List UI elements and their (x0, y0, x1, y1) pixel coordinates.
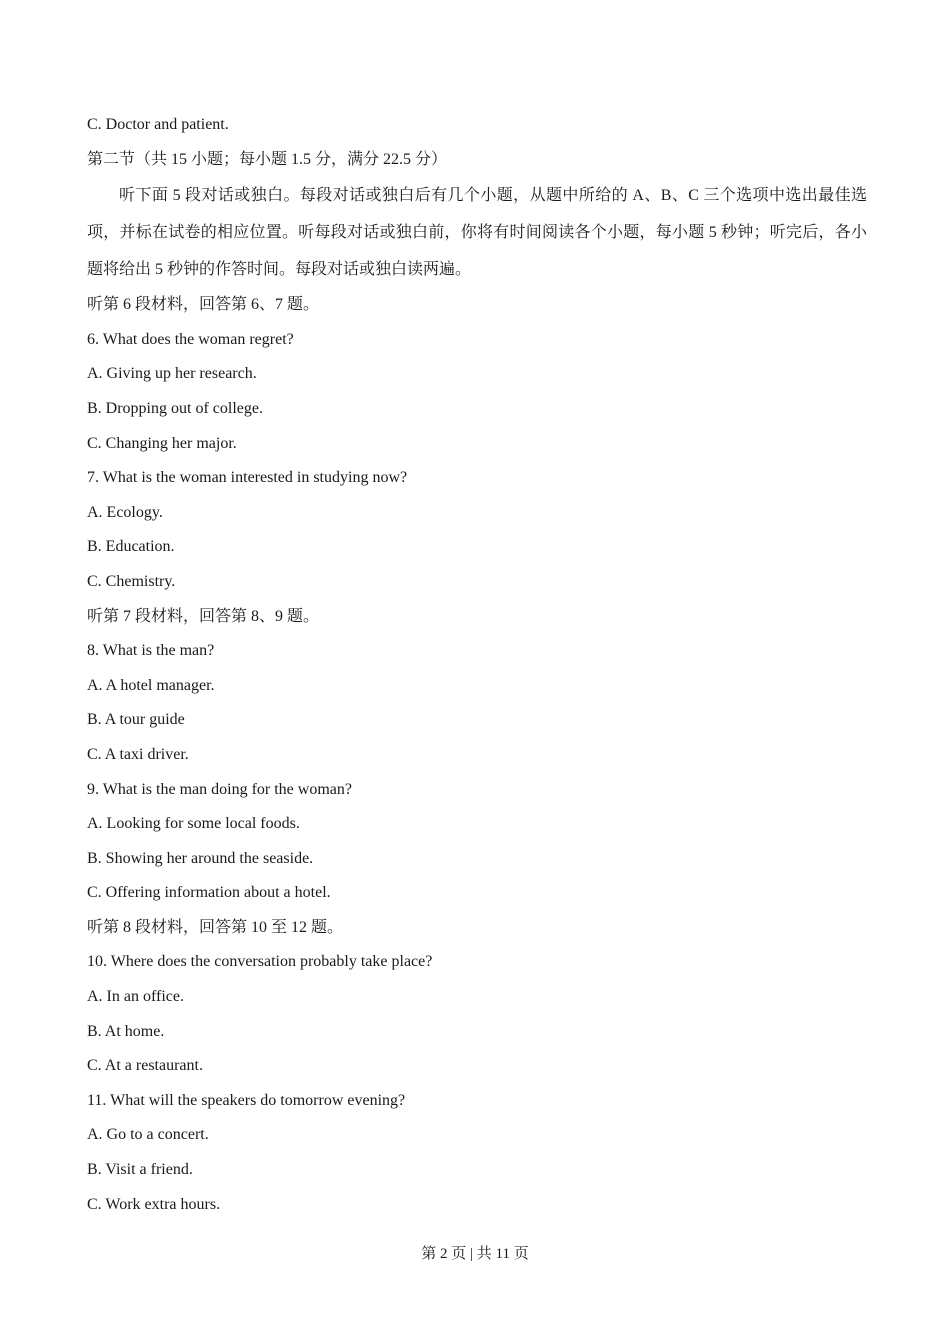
question: 8. What is the man? (87, 642, 215, 660)
question: 9. What is the man doing for the woman? (87, 780, 352, 798)
option: C. Chemistry. (87, 572, 176, 590)
option: C. A taxi driver. (87, 745, 189, 763)
question: 11. What will the speakers do tomorrow evening? (87, 1091, 406, 1109)
option: B. Education. (87, 538, 175, 556)
option: C. Work extra hours. (87, 1195, 221, 1213)
option: B. Visit a friend. (87, 1161, 193, 1179)
question: 6. What does the woman regret? (87, 330, 294, 348)
option: A. Looking for some local foods. (87, 815, 300, 833)
option: A. Go to a concert. (87, 1126, 209, 1144)
option-c-q5: C. Doctor and patient. (87, 116, 229, 133)
option: A. Ecology. (87, 503, 163, 521)
option: C. At a restaurant. (87, 1057, 203, 1075)
option: B. At home. (87, 1022, 165, 1040)
page-footer: 第 2 页 | 共 11 页 (421, 1246, 529, 1262)
option: B. Dropping out of college. (87, 399, 263, 417)
material-heading: 听第 6 段材料，回答第 6、7 题。 (87, 296, 320, 314)
page-content (87, 108, 867, 1222)
option: A. A hotel manager. (87, 676, 215, 694)
material-heading: 听第 8 段材料，回答第 10 至 12 题。 (87, 918, 344, 936)
option: A. Giving up her research. (87, 365, 257, 383)
material-heading: 听第 7 段材料，回答第 8、9 题。 (87, 607, 320, 625)
option: C. Offering information about a hotel. (87, 884, 331, 902)
option: B. A tour guide (87, 711, 185, 729)
question: 10. Where does the conversation probably take place? (87, 953, 433, 971)
section-instruction: 听下面 5 段对话或独白。每段对话或独白后有几个小题，从题中所给的 A、B、C 三个选项中选出最佳选项，并标在试卷的相应位置。听每段对话或独白前，你将有时间阅读各个小题，每小题 5 秒钟；听完后，各小题将给出 5 秒钟的作答时间。每段对话或独白读两遍。 (87, 187, 867, 279)
option: A. In an office. (87, 988, 184, 1006)
option: C. Changing her major. (87, 434, 237, 452)
section-two-heading: 第二节（共 15 小题；每小题 1.5 分，满分 22.5 分） (87, 150, 448, 168)
question: 7. What is the woman interested in studying now? (87, 469, 408, 487)
option: B. Showing her around the seaside. (87, 849, 314, 867)
